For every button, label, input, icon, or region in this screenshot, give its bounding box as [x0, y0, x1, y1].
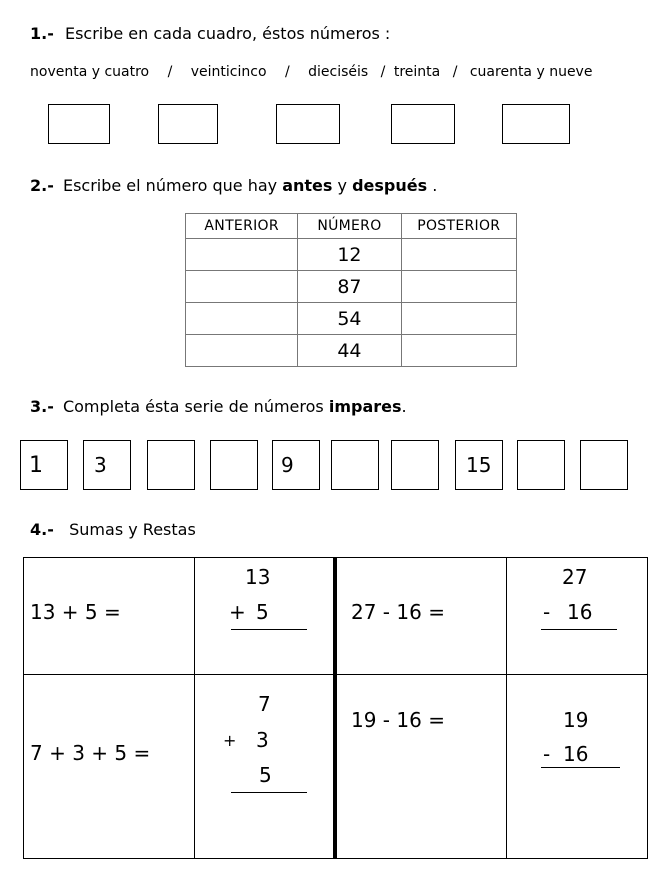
vertical-top: 19 — [563, 708, 589, 732]
answer-box[interactable] — [158, 104, 218, 144]
word-item: veinticinco — [190, 64, 267, 80]
word-item: noventa y cuatro — [30, 64, 150, 80]
series-box[interactable] — [272, 440, 320, 490]
question-3-bold-impares: impares — [328, 397, 402, 416]
posterior-cell[interactable] — [401, 303, 516, 335]
word-separator: / — [380, 64, 386, 80]
question-3-dot: . — [401, 397, 407, 416]
result-line — [231, 629, 307, 630]
series-box[interactable] — [517, 440, 565, 490]
vertical-top: 27 — [562, 565, 588, 589]
anterior-cell[interactable] — [186, 335, 298, 367]
vertical-top: 13 — [245, 565, 271, 589]
series-box[interactable] — [147, 440, 195, 490]
expression-1: 13 + 5 = — [30, 600, 121, 624]
series-value: 15 — [466, 453, 492, 477]
question-3-text: Completa ésta serie de números — [62, 397, 329, 416]
series-box[interactable] — [455, 440, 503, 490]
answer-box[interactable] — [391, 104, 455, 144]
word-separator: / — [167, 64, 173, 80]
expression-4: 19 - 16 = — [351, 708, 445, 732]
expression-3: 7 + 3 + 5 = — [30, 741, 151, 765]
series-box[interactable] — [391, 440, 439, 490]
result-line — [541, 629, 617, 630]
anterior-cell[interactable] — [186, 303, 298, 335]
anterior-cell[interactable] — [186, 239, 298, 271]
word-separator: / — [452, 64, 458, 80]
question-4-number: 4.- — [30, 520, 54, 539]
vertical-c: 5 — [259, 763, 272, 787]
question-1-text: Escribe en cada cuadro, éstos números : — [64, 24, 391, 43]
word-separator: / — [284, 64, 290, 80]
series-value: 9 — [281, 453, 294, 477]
question-1-number: 1.- — [30, 24, 54, 43]
posterior-cell[interactable] — [401, 271, 516, 303]
question-2-title — [30, 176, 437, 195]
answer-box[interactable] — [48, 104, 110, 144]
series-box[interactable] — [83, 440, 131, 490]
result-line — [541, 767, 620, 768]
grid-divider — [506, 557, 507, 859]
vertical-bottom: 16 — [567, 600, 593, 624]
header-anterior: ANTERIOR — [186, 214, 298, 239]
series-box[interactable] — [580, 440, 628, 490]
table-row — [186, 239, 517, 271]
grid-divider-thick — [333, 557, 337, 859]
question-2-text: y — [332, 176, 353, 195]
numero-cell: 54 — [298, 303, 401, 335]
series-value: 3 — [94, 453, 107, 477]
word-item: treinta — [393, 64, 441, 80]
header-posterior: POSTERIOR — [401, 214, 516, 239]
posterior-cell[interactable] — [401, 335, 516, 367]
question-2-bold-despues: después — [352, 176, 428, 195]
vertical-bottom: 5 — [256, 600, 269, 624]
vertical-bottom: 16 — [563, 742, 589, 766]
series-box[interactable] — [20, 440, 68, 490]
question-4-title — [30, 520, 196, 539]
table-row — [186, 303, 517, 335]
number-table — [185, 213, 517, 367]
question-1-title — [30, 24, 390, 43]
series-box[interactable] — [331, 440, 379, 490]
vertical-operator: - — [543, 742, 551, 766]
question-2-text: . — [427, 176, 438, 195]
table-row — [186, 271, 517, 303]
vertical-operator: + — [223, 731, 237, 750]
vertical-b: 3 — [256, 728, 269, 752]
result-line — [231, 792, 307, 793]
series-value: 1 — [29, 453, 43, 478]
table-row — [186, 335, 517, 367]
numero-cell: 44 — [298, 335, 401, 367]
answer-box[interactable] — [276, 104, 340, 144]
question-4-text: Sumas y Restas — [58, 520, 196, 539]
question-2-text: Escribe el número que hay — [62, 176, 283, 195]
expression-2: 27 - 16 = — [351, 600, 445, 624]
word-item: cuarenta y nueve — [469, 64, 593, 80]
question-3-title — [30, 397, 407, 416]
question-2-bold-antes: antes — [282, 176, 333, 195]
posterior-cell[interactable] — [401, 239, 516, 271]
numero-cell: 87 — [298, 271, 401, 303]
anterior-cell[interactable] — [186, 271, 298, 303]
number-words-line — [30, 64, 592, 80]
series-box[interactable] — [210, 440, 258, 490]
header-numero: NÚMERO — [298, 214, 401, 239]
vertical-a: 7 — [258, 692, 271, 716]
numero-cell: 12 — [298, 239, 401, 271]
grid-row-divider — [23, 674, 648, 675]
word-item: dieciséis — [308, 64, 369, 80]
answer-box[interactable] — [502, 104, 570, 144]
question-3-number: 3.- — [30, 397, 54, 416]
grid-divider — [194, 557, 195, 859]
vertical-operator: + — [229, 600, 246, 624]
question-2-number: 2.- — [30, 176, 54, 195]
vertical-operator: - — [543, 600, 551, 624]
